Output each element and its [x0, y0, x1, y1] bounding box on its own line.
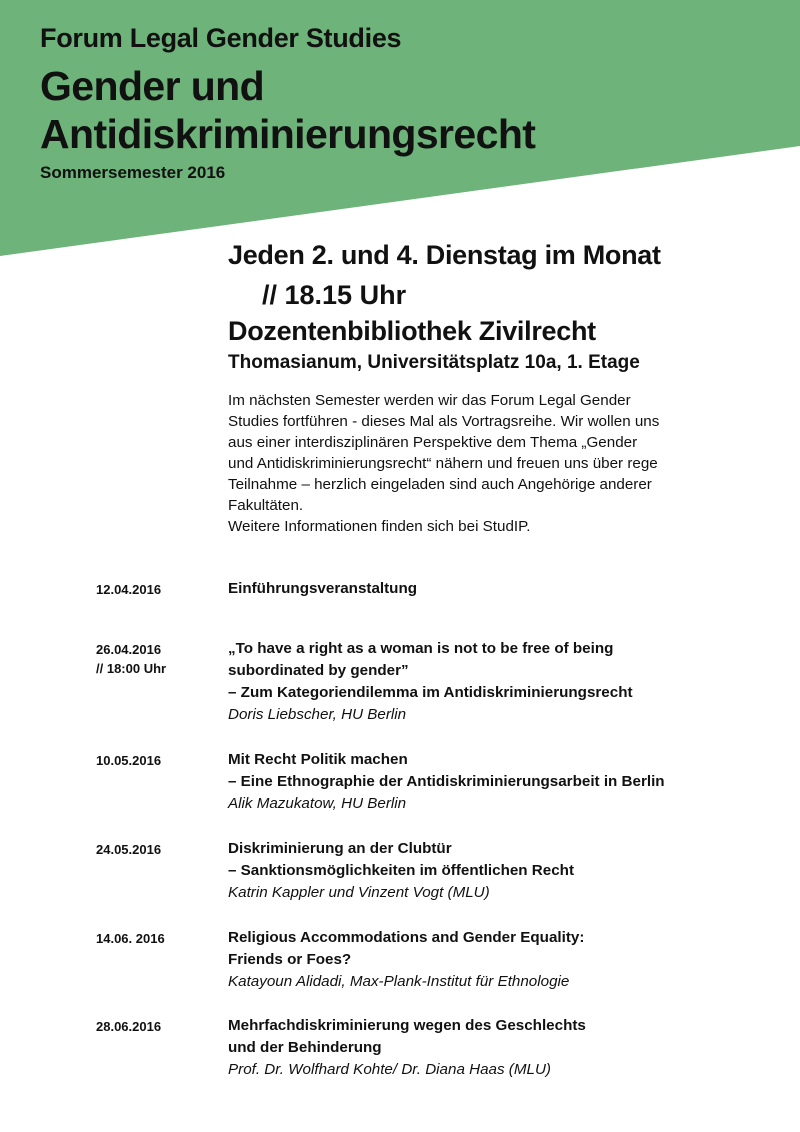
intro-line: aus einer interdisziplinären Perspektive dem Thema „Gender	[228, 434, 638, 451]
intro-line: Fakultäten.	[228, 497, 304, 514]
event-details	[228, 1015, 748, 1081]
event-title: „To have a right as a woman is not to be free of being	[228, 640, 614, 657]
event-date-line: 26.04.2016	[96, 642, 162, 657]
intro-line: Im nächsten Semester werden wir das Forum Legal Gender	[228, 392, 631, 409]
event-details	[228, 638, 748, 726]
event-speaker: Alik Mazukatow, HU Berlin	[228, 795, 407, 812]
event-title: Diskriminierung an der Clubtür	[228, 840, 452, 857]
event-time-line: // 18:00 Uhr	[96, 661, 167, 676]
event-date-line: 12.04.2016	[96, 582, 162, 597]
title-line: Gender und	[40, 63, 265, 109]
event-details	[228, 578, 748, 600]
title-line: Antidiskriminierungsrecht	[40, 111, 536, 157]
event-date-line: 24.05.2016	[96, 842, 162, 857]
event-speaker: Katayoun Alidadi, Max-Plank-Institut für Ethnologie	[228, 973, 570, 990]
intro-line: Teilnahme – herzlich eingeladen sind auch Angehörige anderer	[228, 476, 652, 493]
event-title: und der Behinderung	[228, 1039, 382, 1056]
event-date	[96, 929, 165, 948]
event-subtitle: – Eine Ethnographie der Antidiskriminierungsarbeit in Berlin	[228, 773, 665, 790]
intro-line: und Antidiskriminierungsrecht“ nähern und freuen uns über rege	[228, 455, 658, 472]
event-title: subordinated by gender”	[228, 662, 409, 679]
venue: Dozentenbibliothek Zivilrecht	[228, 316, 596, 346]
event-date	[96, 751, 161, 770]
event-speaker: Doris Liebscher, HU Berlin	[228, 706, 407, 723]
event-details	[228, 838, 748, 904]
intro-line: Studies fortführen - dieses Mal als Vortragsreihe. Wir wollen uns	[228, 413, 660, 430]
event-speaker: Katrin Kappler und Vinzent Vogt (MLU)	[228, 884, 490, 901]
event-date-line: 10.05.2016	[96, 753, 162, 768]
event-subtitle: Friends or Foes?	[228, 951, 352, 968]
address: Thomasianum, Universitätsplatz 10a, 1. Etage	[228, 352, 640, 373]
intro-line: Weitere Informationen finden sich bei StudIP.	[228, 518, 531, 535]
event-date-line: 28.06.2016	[96, 1019, 162, 1034]
event-date-line: 14.06. 2016	[96, 931, 165, 946]
event-speaker: Prof. Dr. Wolfhard Kohte/ Dr. Diana Haas (MLU)	[228, 1061, 551, 1078]
event-date	[96, 640, 166, 678]
series-name: Forum Legal Gender Studies	[40, 23, 402, 53]
event-details	[228, 749, 748, 815]
schedule: Jeden 2. und 4. Dienstag im Monat	[228, 240, 661, 270]
time: // 18.15 Uhr	[262, 280, 407, 310]
event-subtitle: – Sanktionsmöglichkeiten im öffentlichen Recht	[228, 862, 574, 879]
event-date	[96, 580, 161, 599]
event-title: Einführungsveranstaltung	[228, 580, 418, 597]
event-title: Religious Accommodations and Gender Equality:	[228, 929, 585, 946]
event-subtitle: – Zum Kategoriendilemma im Antidiskriminierungsrecht	[228, 684, 633, 701]
event-date	[96, 840, 161, 859]
semester: Sommersemester 2016	[40, 163, 226, 182]
event-details	[228, 927, 748, 993]
event-date	[96, 1017, 161, 1036]
event-title: Mehrfachdiskriminierung wegen des Geschlechts	[228, 1017, 586, 1034]
event-title: Mit Recht Politik machen	[228, 751, 408, 768]
